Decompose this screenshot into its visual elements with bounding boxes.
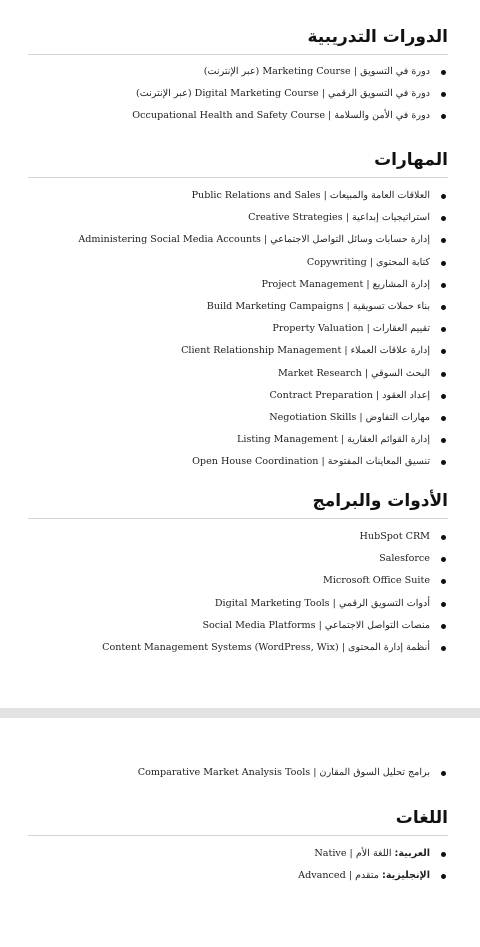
courses-heading: الدورات التدريبية <box>28 26 448 55</box>
skills-heading: المهارات <box>28 149 448 178</box>
language-name: الإنجليزية: <box>381 870 430 882</box>
resume-page-2 <box>0 718 480 947</box>
tools-section <box>28 490 448 659</box>
list-item <box>28 865 448 887</box>
list-item: أنظمة إدارة المحتوى | Content Management Systems (WordPress, Wix) <box>28 637 448 659</box>
tools-list <box>28 526 448 659</box>
list-item: استراتيجيات إبداعية | Creative Strategies <box>28 207 448 229</box>
languages-section <box>28 807 448 887</box>
skills-section <box>28 149 448 474</box>
list-item: كتابة المحتوى | Copywriting <box>28 252 448 274</box>
list-item: دورة في التسويق الرقمي | Digital Marketing Course (عبر الإنترنت) <box>28 83 448 105</box>
languages-list <box>28 843 448 887</box>
page-separator <box>0 708 480 718</box>
list-item: إدارة المشاريع | Project Management <box>28 274 448 296</box>
list-item: إدارة القوائم العقارية | Listing Management <box>28 429 448 451</box>
list-item: تقييم العقارات | Property Valuation <box>28 318 448 340</box>
list-item: برامج تحليل السوق المقارن | Comparative Market Analysis Tools <box>28 762 448 784</box>
list-item: بناء حملات تسويقية | Build Marketing Campaigns <box>28 296 448 318</box>
list-item: منصات التواصل الاجتماعي | Social Media Platforms <box>28 615 448 637</box>
languages-heading: اللغات <box>28 807 448 836</box>
list-item: Microsoft Office Suite <box>28 570 448 592</box>
courses-list <box>28 61 448 128</box>
list-item: إعداد العقود | Contract Preparation <box>28 385 448 407</box>
list-item: HubSpot CRM <box>28 526 448 548</box>
list-item: إدارة حسابات وسائل التواصل الاجتماعي | Administering Social Media Accounts <box>28 229 448 251</box>
list-item <box>28 843 448 865</box>
list-item: أدوات التسويق الرقمي | Digital Marketing Tools <box>28 593 448 615</box>
list-item: تنسيق المعاينات المفتوحة | Open House Coordination <box>28 451 448 473</box>
list-item: Salesforce <box>28 548 448 570</box>
tools-heading: الأدوات والبرامج <box>28 490 448 519</box>
language-name: العربية: <box>394 848 430 859</box>
list-item: مهارات التفاوض | Negotiation Skills <box>28 407 448 429</box>
list-item: دورة في الأمن والسلامة | Occupational Health and Safety Course <box>28 105 448 127</box>
list-item: العلاقات العامة والمبيعات | Public Relations and Sales <box>28 185 448 207</box>
list-item: البحث السوقي | Market Research <box>28 363 448 385</box>
courses-section <box>28 26 448 128</box>
language-level: اللغة الأم | Native <box>314 848 395 859</box>
list-item: دورة في التسويق | Marketing Course (عبر الإنترنت) <box>28 61 448 83</box>
tools-continued <box>28 762 448 784</box>
skills-list <box>28 185 448 474</box>
tools-list-continued <box>28 762 448 784</box>
language-level: متقدم | Advanced <box>298 870 382 882</box>
list-item: إدارة علاقات العملاء | Client Relationship Management <box>28 340 448 362</box>
